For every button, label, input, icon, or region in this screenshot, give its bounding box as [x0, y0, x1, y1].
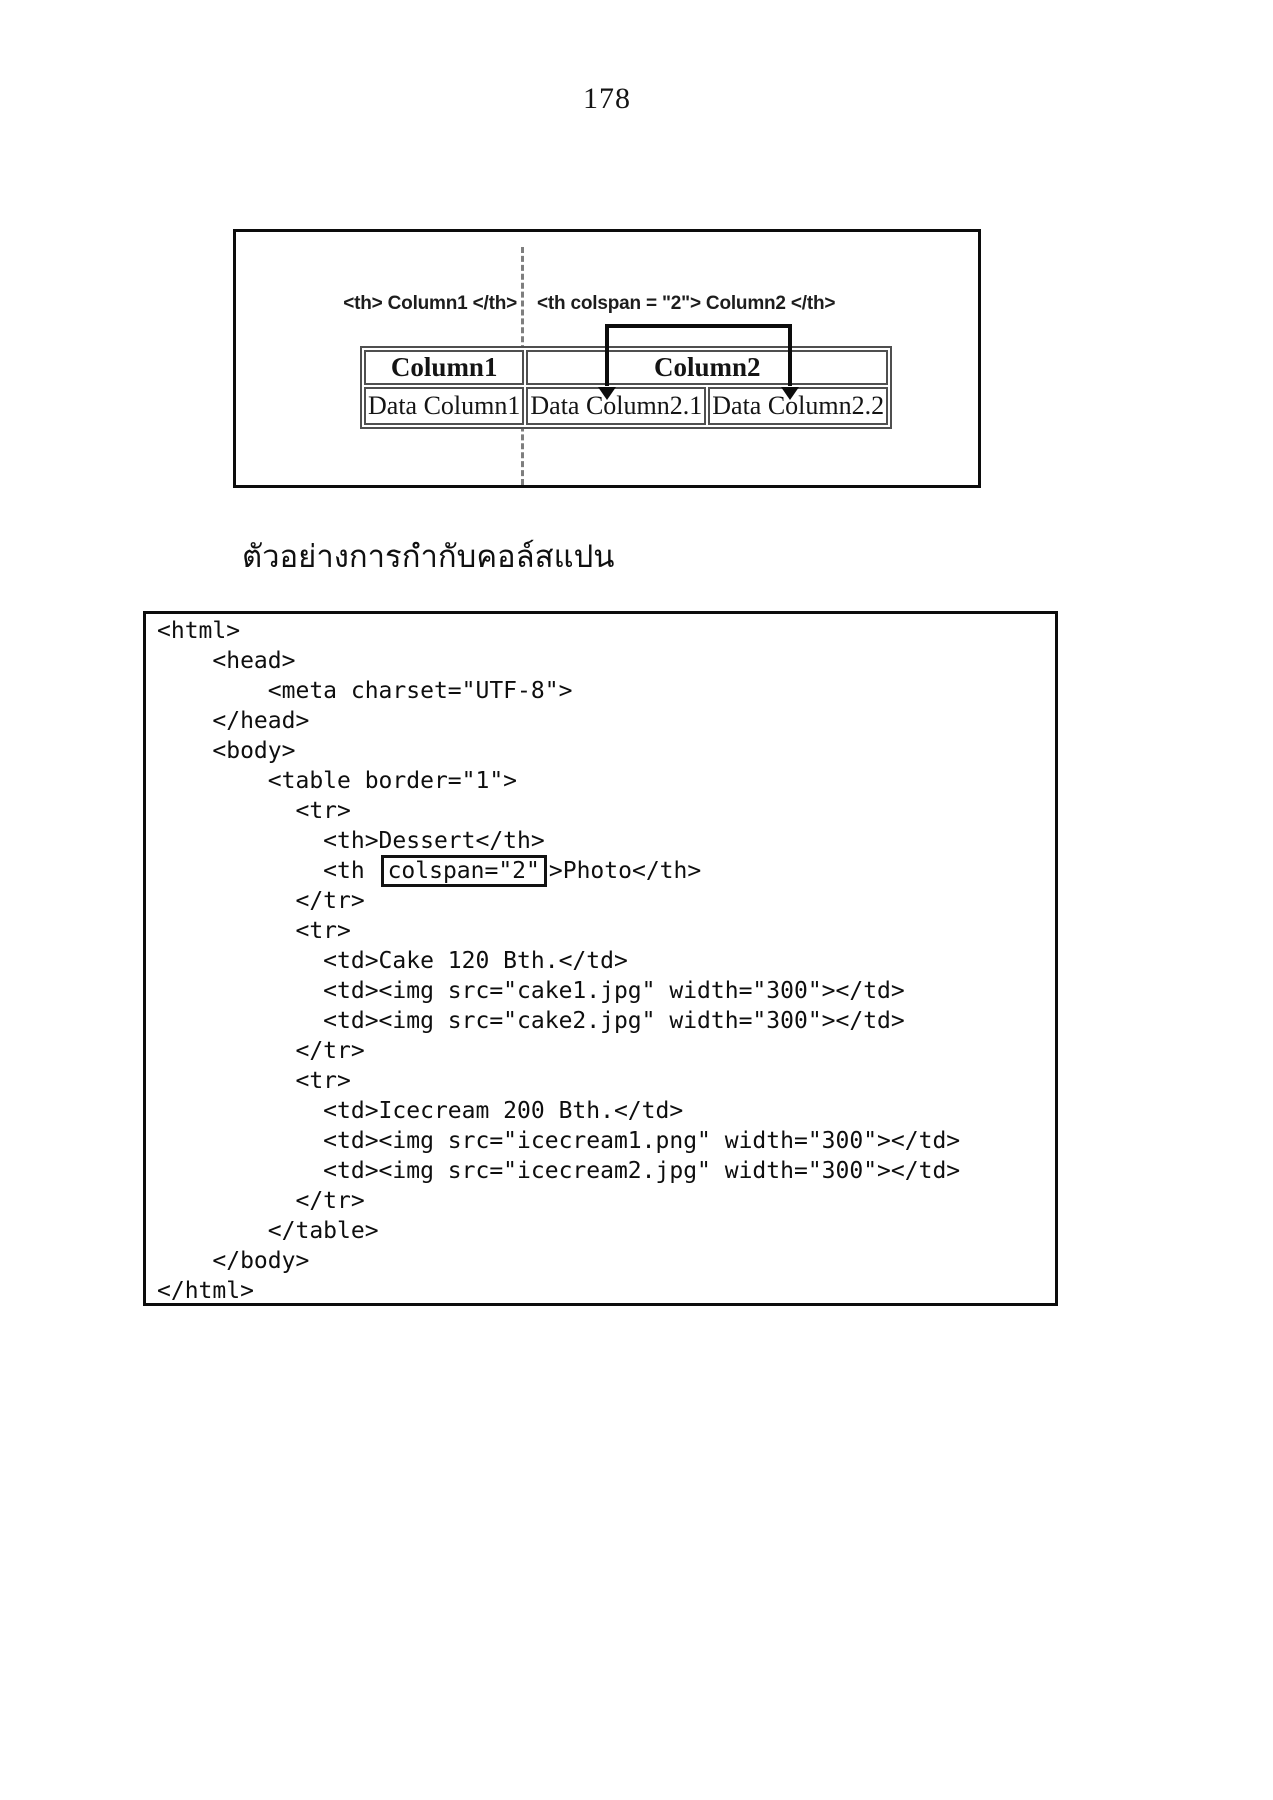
code-line: <th colspan="2" >Photo</th>: [157, 856, 1055, 886]
page-number: 178: [583, 82, 631, 115]
code-line: </tr>: [157, 1038, 365, 1064]
code-line: <td><img src="icecream1.png" width="300"></td>: [157, 1128, 961, 1154]
colspan-highlight-box: colspan="2": [381, 855, 547, 887]
code-line: <body>: [157, 738, 296, 764]
data-cell-column1: Data Column1: [364, 387, 524, 425]
code-line: </tr>: [157, 888, 365, 914]
code-line: </body>: [157, 1248, 310, 1274]
code-line: <td>Icecream 200 Bth.</td>: [157, 1098, 684, 1124]
header-cell-column2-colspan: Column2: [526, 350, 888, 385]
code-line: </head>: [157, 708, 310, 734]
table-data-row: [364, 387, 888, 425]
arrow-down-icon: [598, 387, 616, 400]
th-column1-tag-label: <th> Column1 </th>: [343, 293, 517, 314]
header-cell-column1: Column1: [364, 350, 524, 385]
code-line: <td><img src="cake2.jpg" width="300"></td>: [157, 1008, 905, 1034]
code-line: <tr>: [157, 1068, 351, 1094]
code-block: [143, 611, 1058, 1306]
code-line: </html>: [157, 1278, 254, 1304]
code-line: <meta charset="UTF-8">: [157, 678, 573, 704]
code-line: </table>: [157, 1218, 379, 1244]
code-line: <html>: [157, 618, 241, 644]
code-listing: [146, 614, 1055, 1306]
code-line: <td>Cake 120 Bth.</td>: [157, 948, 628, 974]
code-line: <tr>: [157, 798, 351, 824]
colspan-diagram: [233, 229, 981, 488]
arrow-down-icon: [781, 387, 799, 400]
th-colspan-column2-tag-label: <th colspan = "2"> Column2 </th>: [537, 293, 836, 314]
data-cell-column2-1: Data Column2.1: [526, 387, 706, 425]
code-line: <table border="1">: [157, 768, 518, 794]
figure-caption: ตัวอย่างการกำกับคอล์สแปน: [242, 539, 615, 574]
data-cell-column2-2: Data Column2.2: [708, 387, 888, 425]
colspan-bracket-connector: [605, 324, 792, 386]
code-line: <tr>: [157, 918, 351, 944]
code-line: <th>Dessert</th>: [157, 828, 545, 854]
code-line: </tr>: [157, 1188, 365, 1214]
code-line: <td><img src="icecream2.jpg" width="300"></td>: [157, 1158, 961, 1184]
code-line: <td><img src="cake1.jpg" width="300"></td>: [157, 978, 905, 1004]
code-line: <head>: [157, 648, 296, 674]
